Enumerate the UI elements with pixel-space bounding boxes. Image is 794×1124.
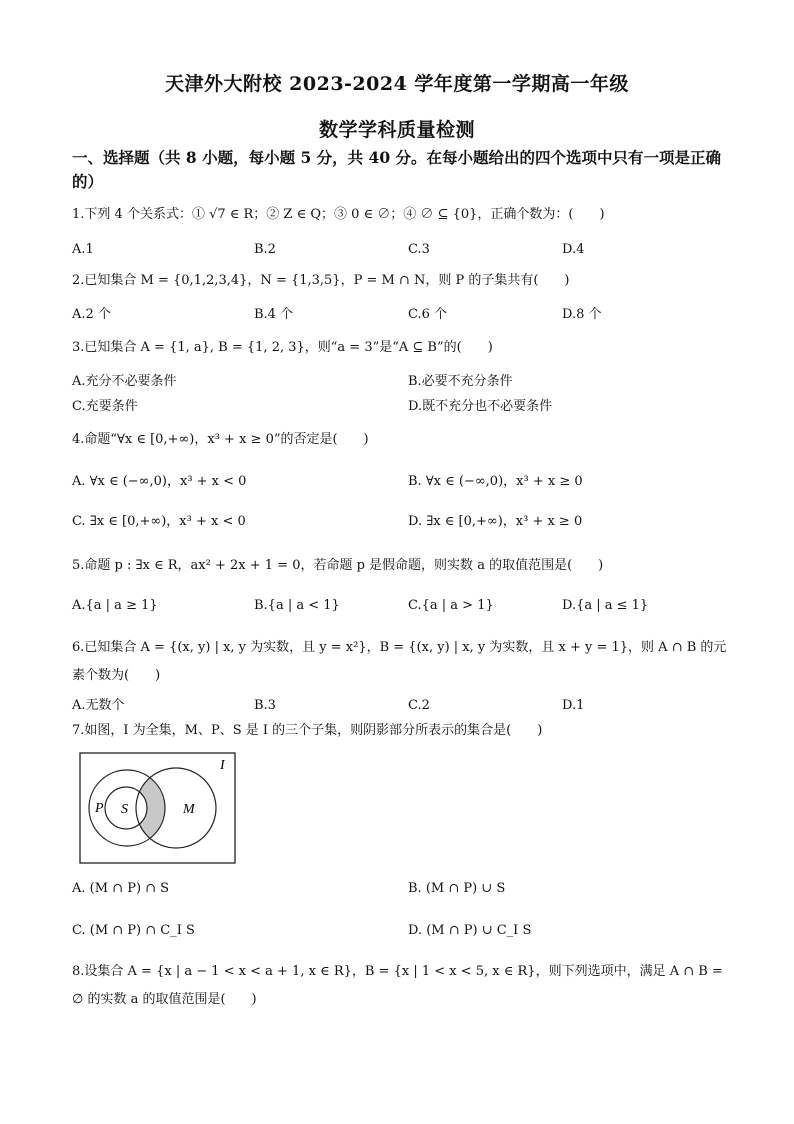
q1-option-c: C.3	[408, 242, 430, 257]
venn-label-p: P	[95, 801, 104, 816]
question-2-stem: 2.已知集合 M = {0,1,2,3,4}，N = {1,3,5}，P = M ∩ N，则 P 的子集共有( )	[72, 273, 570, 288]
venn-diagram	[79, 752, 237, 866]
question-7-stem: 7.如图，I 为全集，M、P、S 是 I 的三个子集，则阴影部分所表示的集合是( )	[72, 723, 543, 738]
exam-subtitle: 数学学科质量检测	[318, 119, 475, 141]
q7-option-d: D. (M ∩ P) ∪ C_I S	[408, 923, 532, 938]
question-8-stem: 8.设集合 A = {x | a − 1 < x < a + 1, x ∈ R}，B = {x | 1 < x < 5, x ∈ R}，则下列选项中，满足 A ∩ B = ∅ 的实数 a 的取值范围是( )	[72, 964, 723, 1007]
question-5-stem: 5.命题 p : ∃x ∈ R，ax² + 2x + 1 = 0，若命题 p 是假命题，则实数 a 的取值范围是( )	[72, 558, 604, 573]
question-1-stem: 1.下列 4 个关系式：① √7 ∈ R；② Z ∈ Q；③ 0 ∈ ∅；④ ∅ ⊆ {0}，正确个数为：( )	[72, 207, 605, 222]
exam-title: 天津外大附校 2023-2024 学年度第一学期高一年级	[165, 73, 629, 95]
q4-option-a: A. ∀x ∈ (−∞,0)，x³ + x < 0	[72, 474, 247, 489]
q7-option-c: C. (M ∩ P) ∩ C_I S	[72, 923, 195, 938]
q1-option-a: A.1	[72, 242, 94, 257]
q3-option-a: A.充分不必要条件	[72, 374, 177, 389]
q5-option-c: C.{a | a > 1}	[408, 598, 494, 613]
q4-option-b: B. ∀x ∈ (−∞,0)，x³ + x ≥ 0	[408, 474, 583, 489]
q7-option-b: B. (M ∩ P) ∪ S	[408, 881, 506, 896]
venn-label-i: I	[220, 758, 225, 773]
q6-option-d: D.1	[562, 698, 585, 713]
question-6-stem: 6.已知集合 A = {(x, y) | x, y 为实数，且 y = x²}，B = {(x, y) | x, y 为实数，且 x + y = 1}，则 A ∩ B 的元素个数为( )	[72, 640, 727, 683]
q4-option-d: D. ∃x ∈ [0,+∞)，x³ + x ≥ 0	[408, 514, 583, 529]
q6-option-b: B.3	[254, 698, 276, 713]
q5-option-d: D.{a | a ≤ 1}	[562, 598, 649, 613]
q5-option-a: A.{a | a ≥ 1}	[72, 598, 158, 613]
question-4-stem: 4.命题“∀x ∈ [0,+∞)，x³ + x ≥ 0”的否定是( )	[72, 432, 369, 447]
q2-option-b: B.4 个	[254, 307, 294, 322]
q2-option-a: A.2 个	[72, 307, 111, 322]
q1-option-b: B.2	[254, 242, 276, 257]
venn-label-m: M	[183, 802, 195, 817]
q1-option-d: D.4	[562, 242, 585, 257]
q3-option-b: B.必要不充分条件	[408, 374, 513, 389]
q5-option-b: B.{a | a < 1}	[254, 598, 340, 613]
q6-option-c: C.2	[408, 698, 430, 713]
q7-option-a: A. (M ∩ P) ∩ S	[72, 881, 170, 896]
section-heading: 一、选择题（共 8 小题，每小题 5 分，共 40 分。在每小题给出的四个选项中只有一项是正确的）	[72, 148, 722, 191]
question-3-stem: 3.已知集合 A = {1, a}, B = {1, 2, 3}，则“a = 3”是“A ⊆ B”的( )	[72, 340, 493, 355]
q4-option-c: C. ∃x ∈ [0,+∞)，x³ + x < 0	[72, 514, 246, 529]
q3-option-d: D.既不充分也不必要条件	[408, 399, 553, 414]
venn-label-s: S	[121, 802, 128, 817]
q6-option-a: A.无数个	[72, 698, 125, 713]
q2-option-d: D.8 个	[562, 307, 602, 322]
q2-option-c: C.6 个	[408, 307, 448, 322]
q3-option-c: C.充要条件	[72, 399, 138, 414]
